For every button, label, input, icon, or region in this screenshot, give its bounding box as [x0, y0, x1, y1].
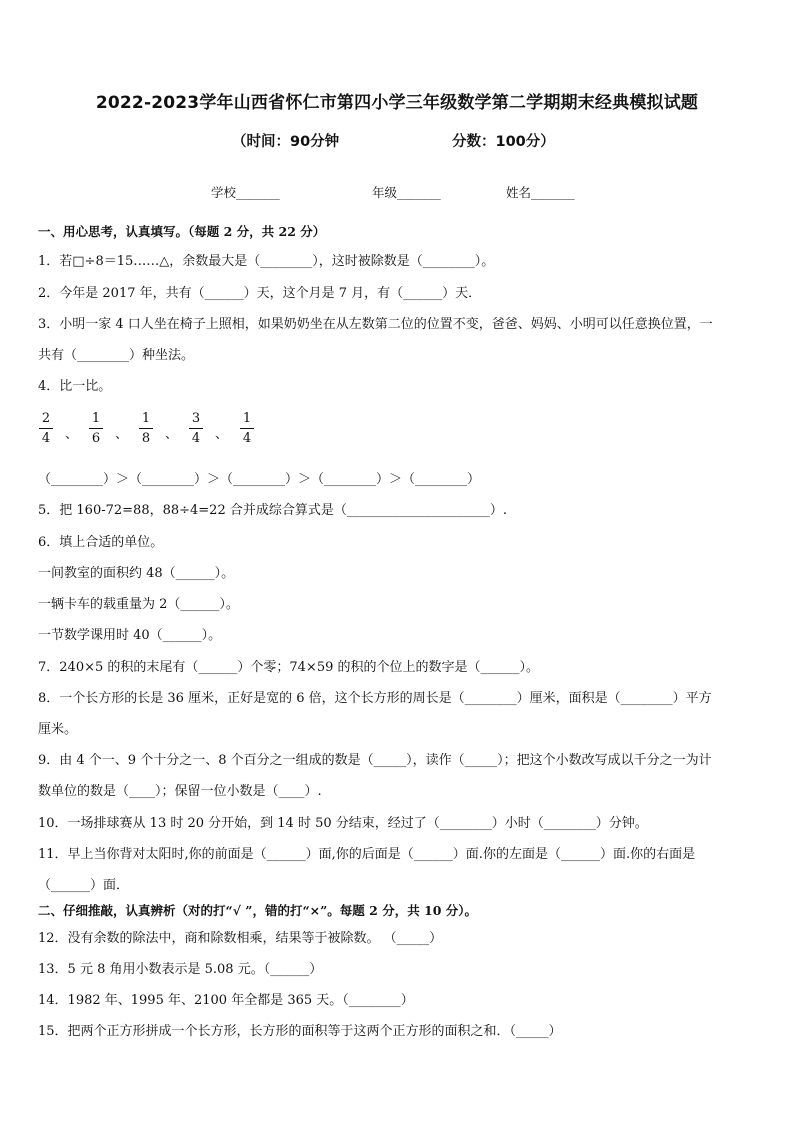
fraction-separator: 、 [215, 427, 229, 442]
question-8-line-2: 厘米。 [38, 722, 78, 737]
exam-score: 分数：100分） [452, 134, 555, 150]
fraction-separator: 、 [65, 427, 79, 442]
question-5: 5．把 160-72=88，88÷4=22 合并成综合算式是（______________________）. [38, 503, 507, 518]
fraction-bar [240, 428, 254, 429]
question-2: 2．今年是 2017 年，共有（______）天，这个月是 7 月，有（______）天． [38, 286, 482, 301]
question-7: 7．240×5 的积的末尾有（______）个零；74×59 的积的个位上的数字是（______）。 [38, 660, 539, 675]
fraction-numerator: 1 [91, 411, 101, 426]
fraction-separator: 、 [165, 427, 179, 442]
section-1-heading: 一、用心思考，认真填写。（每题 2 分，共 22 分） [38, 224, 326, 239]
question-10: 10．一场排球赛从 13 时 20 分开始，到 14 时 50 分结束，经过了（________）小时（________）分钟。 [38, 816, 648, 831]
section-2-heading: 二、仔细推敲，认真辨析（对的打“√ ”，错的打“×”。每题 2 分，共 10 分）。 [38, 903, 478, 918]
grade-field: 年级_______ [372, 185, 441, 200]
fraction-bar [139, 428, 153, 429]
name-field: 姓名_______ [506, 185, 575, 200]
fraction-4 [189, 410, 203, 447]
fraction-numerator: 1 [242, 411, 252, 426]
question-1: 1．若□÷8＝15……△，余数最大是（________），这时被除数是（________）。 [38, 254, 495, 269]
question-4: 4．比一比。 [38, 379, 112, 394]
question-3-line-1: 3．小明一家 4 口人坐在椅子上照相，如果奶奶坐在从左数第二位的位置不变，爸爸、妈妈、小明可以任意换位置，一 [38, 317, 713, 332]
school-field: 学校_______ [211, 185, 280, 200]
fraction-separator: 、 [115, 427, 129, 442]
question-6-item-1: 一间教室的面积约 48（______）。 [38, 566, 235, 581]
question-11-line-1: 11．早上当你背对太阳时,你的前面是（______）面,你的后面是（______）面.你的左面是（______）面.你的右面是 [38, 847, 696, 862]
fraction-denominator: 6 [91, 431, 101, 446]
question-6-item-3: 一节数学课用时 40（______）。 [38, 628, 222, 643]
question-6-item-2: 一辆卡车的载重量为 2（______）。 [38, 597, 239, 612]
fraction-5 [240, 410, 254, 447]
fraction-denominator: 4 [191, 431, 201, 446]
question-6: 6．填上合适的单位。 [38, 535, 164, 550]
exam-time: （时间：90分钟 [232, 134, 340, 150]
fraction-bar [39, 428, 53, 429]
fraction-numerator: 2 [41, 411, 51, 426]
question-4-answer-row: （________）＞（________）＞（________）＞（________）＞（________） [38, 472, 481, 487]
fraction-denominator: 4 [242, 431, 252, 446]
fraction-numerator: 1 [141, 411, 151, 426]
question-15: 15．把两个正方形拼成一个长方形，长方形的面积等于这两个正方形的面积之和．（_____） [38, 1024, 562, 1039]
fraction-denominator: 8 [141, 431, 151, 446]
question-9-line-1: 9．由 4 个一、9 个十分之一、8 个百分之一组成的数是（_____），读作（_____）；把这个小数改写成以千分之一为计 [38, 753, 712, 768]
question-8-line-1: 8．一个长方形的长是 36 厘米，正好是宽的 6 倍，这个长方形的周长是（________）厘米，面积是（________）平方 [38, 691, 712, 706]
fraction-numerator: 3 [191, 411, 201, 426]
question-9-line-2: 数单位的数是（____）；保留一位小数是（____）. [38, 784, 322, 799]
fraction-bar [189, 428, 203, 429]
fraction-3 [139, 410, 153, 447]
question-14: 14．1982 年、1995 年、2100 年全都是 365 天。（________） [38, 993, 414, 1008]
page-title: 2022-2023学年山西省怀仁市第四小学三年级数学第二学期期末经典模拟试题 [95, 93, 699, 113]
question-3-line-2: 共有（________）种坐法。 [38, 348, 195, 363]
fraction-2 [89, 410, 103, 447]
fraction-denominator: 4 [41, 431, 51, 446]
question-11-line-2: （______）面． [38, 878, 130, 893]
fraction-1 [39, 410, 53, 447]
question-13: 13．5 元 8 角用小数表示是 5.08 元。（______） [38, 962, 323, 977]
fraction-bar [89, 428, 103, 429]
question-12: 12．没有余数的除法中，商和除数相乘，结果等于被除数。 （_____） [38, 931, 443, 946]
